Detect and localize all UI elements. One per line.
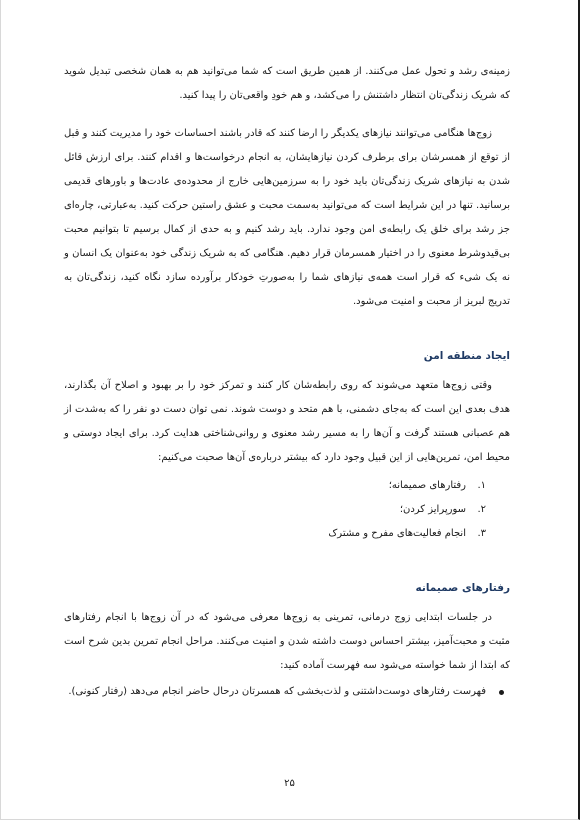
section-heading-intimate-behaviors: رفتارهای صمیمانه: [415, 582, 510, 594]
list-item-text: انجام فعالیت‌های مفرح و مشترک: [328, 528, 466, 539]
bullet-item-text: فهرست رفتارهای دوست‌داشتنی و لذت‌بخشی که همسرتان درحال حاضر انجام می‌دهد (رفتار کنونی).: [68, 686, 486, 697]
list-item-number: ۲.: [477, 504, 486, 515]
bullet-item: [64, 680, 504, 704]
safe-zone-numbered-list: [64, 474, 510, 546]
list-item-number: ۳.: [477, 528, 486, 539]
list-item: [64, 498, 486, 522]
intimate-behaviors-paragraph: در جلسات ابتدایی زوج درمانی، تمرینی به زوج‌ها معرفی می‌شود که در آن زوج‌ها با انجام رفتارهای مثبت و محبت‌آمیز، بیشتر احساس دوست داشته شدن و امنیت می‌کنند. مراحل انجام تمرین بدین شرح است که ابتدا از شما خواسته می‌شود سه فهرست آماده کنید:: [64, 612, 510, 671]
page-content: [64, 60, 510, 704]
intro-paragraph: زمینه‌ی رشد و تحول عمل می‌کنند. از همین طریق است که شما می‌توانید هم به همان شخصی تبدیل شوید که شریک زندگی‌تان انتظار داشتنش را می‌کشد، و هم خودِ واقعی‌تان را پیدا کنید.: [64, 66, 510, 101]
section-heading-safe-zone: ایجاد منطقه امن: [423, 350, 510, 362]
list-item-text: سورپرایز کردن؛: [399, 504, 466, 515]
list-item: [64, 522, 486, 546]
bullet-dot-icon: [486, 680, 504, 695]
page-number: ۲۵: [284, 778, 295, 789]
intimate-bullet-list: [64, 680, 510, 704]
list-item-text: رفتارهای صمیمانه؛: [388, 480, 466, 491]
list-item-number: ۱.: [477, 480, 486, 491]
safe-zone-paragraph: وقتی زوج‌ها متعهد می‌شوند که روی رابطه‌شان کار کنند و تمرکز خود را بر بهبود و اصلاح آن بگذارند، هدف بعدی این است که به‌جای دشمنی، با هم متحد و دوست شوند. نمی توان دست دو نفر را که به‌شدت از هم عصبانی هستند گرفت و آن‌ها را به مسیر رشد معنوی و روانی‌شناختی هدایت کرد. برای ایجاد دوستی و محیط امن، تمرین‌هایی از این قبیل وجود دارد که بیشتر درباره‌ی آن‌ها صحبت می‌کنیم:: [64, 380, 510, 463]
list-item: [64, 474, 486, 498]
couples-paragraph: زوج‌ها هنگامی می‌توانند نیازهای یکدیگر را ارضا کنند که قادر باشند احساسات خود را مدیریت کنند و قبل از توقع از همسرشان برای برطرف کردن نیازهایشان، به انجام درخواست‌ها و اقدام کنند. برای ارزش قائل شدن به نیازهای شریک زندگی‌تان باید خود را به سرزمین‌هایی خارج از محدوده‌ی عادت‌ها و باورهای قدیمی برسانید. تنها در این شرایط است که می‌توانید به‌سمت محبت و عشق راستین حرکت کنید. به‌عبارتی، چاره‌ای جز رشد برای خلق یک رابطه‌ی امن وجود ندارد. باید رشد کنیم و به حدی از کمال برسیم تا بتوانیم محبت بی‌قیدوشرط معنوی را در اختیار همسرمان قرار دهیم. هنگامی که به شریک زندگی خود به‌عنوان یک انسان و نه یک شیء که قرار است همه‌ی نیازهای شما را به‌صورتِ خودکار برآورده سازد نگاه کنید، زندگی‌تان به تدریج لبریز از محبت و امنیت می‌شود.: [64, 128, 510, 307]
